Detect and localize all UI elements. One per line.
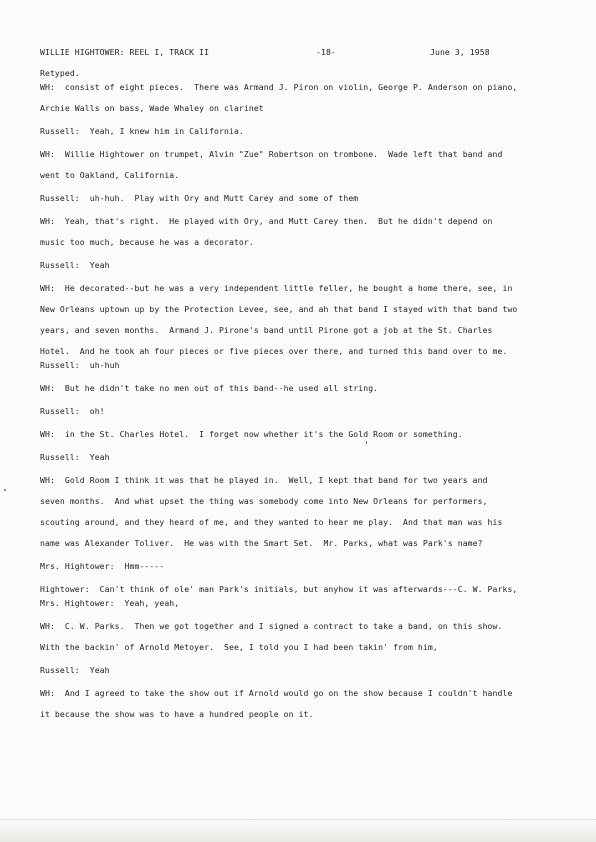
transcript-line: WH: Willie Hightower on trumpet, Alvin "Zue" Robertson on trombone. Wade left that band and bbox=[40, 149, 503, 159]
transcript-line: years, and seven months. Armand J. Pirone's band until Pirone got a job at the St. Charles bbox=[40, 325, 493, 335]
page-number: -18- bbox=[316, 47, 336, 57]
transcript-line: scouting around, and they heard of me, and they wanted to hear me play. And that man was his bbox=[40, 517, 503, 527]
transcript-line: Russell: Yeah, I knew him in California. bbox=[40, 126, 244, 136]
transcript-line: Mrs. Hightower: Hmm----- bbox=[40, 561, 165, 571]
transcript-line: Russell: uh-huh bbox=[40, 360, 120, 370]
transcript-line: WH: consist of eight pieces. There was Armand J. Piron on violin, George P. Anderson on piano, bbox=[40, 82, 518, 92]
transcript-line: WH: Yeah, that's right. He played with Ory, and Mutt Carey then. But he didn't depend on bbox=[40, 216, 493, 226]
transcript-line: Russell: uh-huh. Play with Ory and Mutt Carey and some of them bbox=[40, 193, 359, 203]
transcript-line: Retyped. bbox=[40, 68, 80, 78]
page-bottom-edge bbox=[0, 819, 596, 842]
transcript-line: Mrs. Hightower: Yeah, yeah, bbox=[40, 598, 180, 608]
transcript-line: Russell: Yeah bbox=[40, 665, 110, 675]
transcript-line: Hightower: Can't think of ole' man Park's initials, but anyhow it was afterwards---C. W. Parks, bbox=[40, 584, 518, 594]
transcript-line: Hotel. And he took ah four pieces or five pieces over there, and turned this band over to me. bbox=[40, 346, 508, 356]
transcript-line: music too much, because he was a decorator. bbox=[40, 237, 254, 247]
transcript-line: WH: But he didn't take no men out of this band--he used all string. bbox=[40, 383, 379, 393]
transcript-line: WH: C. W. Parks. Then we got together and I signed a contract to take a band, on this show. bbox=[40, 621, 503, 631]
transcript-line: WH: And I agreed to take the show out if Arnold would go on the show because I couldn't handle bbox=[40, 688, 513, 698]
transcript-line: WH: Gold Room I think it was that he played in. Well, I kept that band for two years and bbox=[40, 475, 488, 485]
transcript-line: seven months. And what upset the thing was somebody come into New Orleans for performers, bbox=[40, 496, 488, 506]
transcript-line: Russell: Yeah bbox=[40, 260, 110, 270]
paper-speck bbox=[4, 489, 6, 491]
header-title: WILLIE HIGHTOWER: REEL I, TRACK II bbox=[40, 47, 210, 57]
transcript-line: With the backin' of Arnold Metoyer. See, I told you I had been takin' from him, bbox=[40, 642, 438, 652]
transcript-line: Russell: Yeah bbox=[40, 452, 110, 462]
transcript-line: New Orleans uptown up by the Protection Levee, see, and ah that band I stayed with that band two bbox=[40, 304, 518, 314]
transcript-body bbox=[40, 65, 585, 729]
paper-speck bbox=[366, 441, 367, 444]
header-date: June 3, 1958 bbox=[430, 47, 490, 57]
transcript-line: WH: in the St. Charles Hotel. I forget now whether it's the Gold Room or something. bbox=[40, 429, 463, 439]
transcript-line: Archie Walls on bass, Wade Whaley on clarinet bbox=[40, 103, 264, 113]
transcript-line: Russell: oh! bbox=[40, 406, 105, 416]
transcript-line: it because the show was to have a hundred people on it. bbox=[40, 709, 314, 719]
transcript-line: name was Alexander Toliver. He was with the Smart Set. Mr. Parks, what was Park's name? bbox=[40, 538, 483, 548]
page-header bbox=[0, 47, 596, 61]
transcript-line: went to Oakland, California. bbox=[40, 170, 180, 180]
transcript-line: WH: He decorated--but he was a very independent little feller, he bought a home there, see, in bbox=[40, 283, 513, 293]
